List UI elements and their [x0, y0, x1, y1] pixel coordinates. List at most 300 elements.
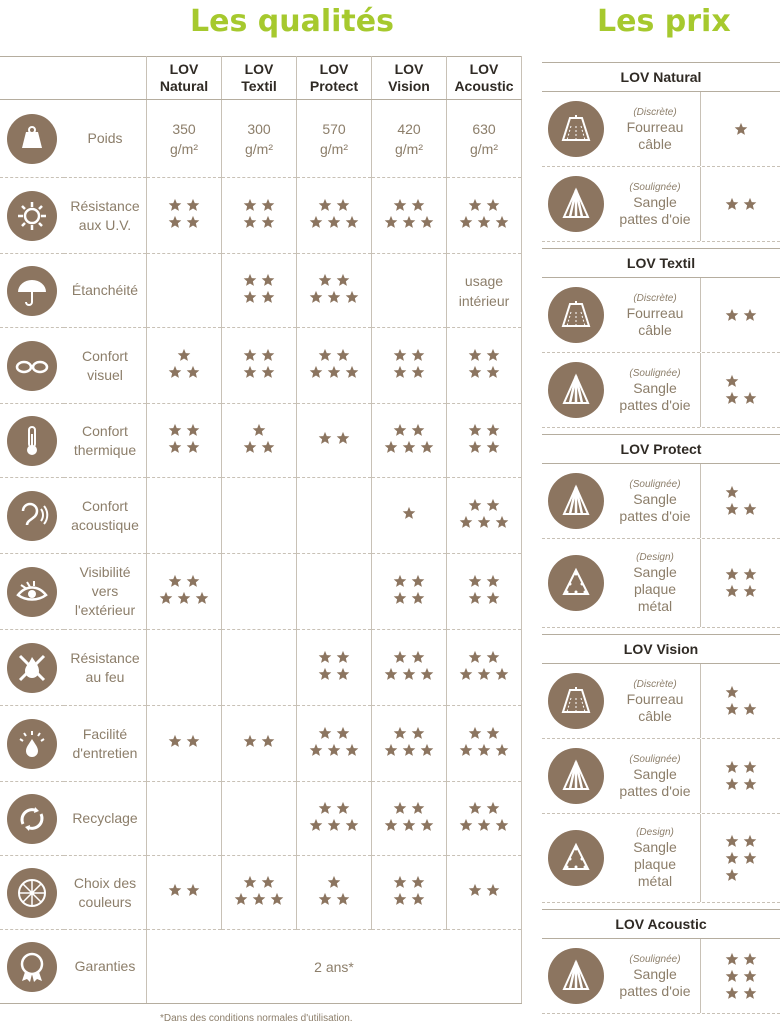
prix-text-line: Fourreau — [626, 690, 684, 707]
prix-description — [610, 464, 701, 538]
prix-item — [542, 167, 780, 242]
quality-cell — [222, 630, 297, 706]
star-icon — [402, 743, 416, 757]
quality-cell — [447, 782, 522, 856]
column-header-textil — [222, 57, 297, 100]
star-icon — [459, 215, 473, 229]
cell-value-line: g/m² — [320, 140, 348, 157]
quality-cell — [447, 856, 522, 930]
prix-text-line: câble — [638, 321, 672, 338]
award-icon — [7, 942, 57, 992]
strap-icon — [548, 176, 604, 232]
star-icon — [243, 273, 257, 287]
star-icon — [725, 952, 739, 966]
prix-text-line: métal — [637, 873, 673, 889]
star-rating — [241, 347, 277, 381]
star-icon — [384, 440, 398, 454]
prix-stars — [701, 759, 780, 793]
star-icon — [411, 348, 425, 362]
star-icon — [243, 365, 257, 379]
prix-item — [542, 739, 780, 814]
quality-cell — [222, 404, 297, 478]
quality-label-line: Garanties — [74, 958, 136, 974]
star-icon — [468, 650, 482, 664]
star-icon — [486, 801, 500, 815]
star-icon — [411, 591, 425, 605]
quality-label — [64, 100, 147, 178]
star-icon — [402, 667, 416, 681]
star-icon — [420, 667, 434, 681]
star-rating — [382, 422, 436, 456]
star-icon — [468, 198, 482, 212]
star-icon — [743, 391, 757, 405]
prix-kind: (Design) — [636, 552, 674, 563]
quality-label — [64, 856, 147, 930]
star-rating — [232, 874, 286, 908]
star-icon — [477, 818, 491, 832]
prix-stars — [701, 484, 780, 518]
star-icon — [420, 215, 434, 229]
star-icon — [327, 743, 341, 757]
star-icon — [393, 726, 407, 740]
quality-cell — [297, 554, 372, 630]
column-header-line2: Textil — [241, 78, 277, 94]
star-icon — [468, 883, 482, 897]
prix-item — [542, 814, 780, 903]
color-wheel-icon — [7, 868, 57, 918]
column-header-acoustic — [447, 57, 522, 100]
prix-icon-cell — [542, 555, 610, 611]
quality-cell — [147, 630, 222, 706]
star-icon — [186, 734, 200, 748]
quality-cell — [372, 856, 447, 930]
quality-label-line: Facilité — [82, 725, 128, 742]
quality-icon-cell — [0, 478, 64, 554]
prix-text-line: plaque — [633, 856, 677, 872]
star-icon — [318, 431, 332, 445]
star-icon — [168, 215, 182, 229]
quality-cell — [447, 100, 522, 178]
star-icon — [318, 273, 332, 287]
star-rating — [457, 800, 511, 834]
star-icon — [725, 502, 739, 516]
quality-label-line: Choix des — [73, 874, 137, 891]
quality-row — [0, 630, 522, 706]
star-icon — [411, 423, 425, 437]
star-rating — [307, 272, 361, 306]
star-icon — [743, 969, 757, 983]
star-icon — [743, 197, 757, 211]
prix-text-line: pattes d'oie — [619, 210, 691, 227]
umbrella-icon — [7, 266, 57, 316]
sleeve-cable-icon — [548, 101, 604, 157]
thermometer-icon — [7, 416, 57, 466]
prix-text-line: Fourreau — [626, 304, 684, 321]
star-icon — [270, 892, 284, 906]
quality-cell — [372, 100, 447, 178]
star-icon — [261, 734, 275, 748]
quality-icon-cell — [0, 254, 64, 328]
star-rating — [457, 197, 511, 231]
quality-cell — [297, 478, 372, 554]
quality-label-line: visuel — [87, 366, 123, 383]
star-icon — [393, 875, 407, 889]
quality-cell — [297, 100, 372, 178]
star-icon — [261, 215, 275, 229]
star-rating — [166, 347, 202, 381]
star-icon — [725, 777, 739, 791]
star-icon — [261, 365, 275, 379]
star-icon — [486, 883, 500, 897]
column-header-vision — [372, 57, 447, 100]
quality-label-line: Confort — [82, 422, 128, 439]
star-icon — [336, 273, 350, 287]
star-icon — [168, 423, 182, 437]
star-icon — [336, 431, 350, 445]
prix-kind: (Soulignée) — [629, 753, 681, 765]
star-icon — [486, 650, 500, 664]
prix-kind: (Discrète) — [633, 292, 677, 304]
quality-label-line: Poids — [87, 130, 123, 146]
quality-cell — [222, 328, 297, 404]
sleeve-cable-icon — [548, 673, 604, 729]
star-icon — [393, 801, 407, 815]
star-icon — [725, 868, 739, 882]
quality-label — [64, 782, 147, 856]
quality-label — [64, 706, 147, 782]
star-rating — [723, 307, 759, 324]
star-icon — [486, 365, 500, 379]
star-icon — [743, 308, 757, 322]
quality-cell — [222, 706, 297, 782]
quality-label — [64, 404, 147, 478]
prix-icon-cell — [542, 176, 610, 232]
star-icon — [468, 726, 482, 740]
star-icon — [468, 498, 482, 512]
prix-text-line: pattes d'oie — [619, 782, 691, 799]
star-icon — [468, 591, 482, 605]
star-icon — [261, 273, 275, 287]
star-rating — [166, 733, 202, 750]
column-header-line1: LOV — [244, 61, 274, 77]
prix-icon-cell — [542, 673, 610, 729]
prix-text-line: Fourreau — [626, 118, 684, 135]
star-rating — [391, 573, 427, 607]
quality-cell — [147, 404, 222, 478]
quality-label-line: Visibilité — [79, 564, 131, 580]
quality-cell — [447, 404, 522, 478]
star-rating — [307, 800, 361, 834]
column-header-line1: LOV — [394, 61, 424, 77]
metal-plate-icon — [548, 830, 604, 886]
prix-group-title: LOV Textil — [542, 248, 780, 278]
quality-cell — [222, 178, 297, 254]
quality-label — [64, 630, 147, 706]
star-icon — [486, 423, 500, 437]
star-icon — [743, 567, 757, 581]
star-icon — [261, 875, 275, 889]
prix-icon-cell — [542, 830, 610, 886]
prix-stars — [701, 307, 780, 324]
star-icon — [743, 986, 757, 1000]
star-icon — [177, 348, 191, 362]
star-icon — [459, 818, 473, 832]
prix-item — [542, 464, 780, 539]
star-icon — [495, 667, 509, 681]
quality-row — [0, 404, 522, 478]
star-rating — [457, 649, 511, 683]
star-icon — [168, 574, 182, 588]
prix-kind: (Soulignée) — [629, 181, 681, 193]
quality-cell — [372, 404, 447, 478]
prix-text-line: Sangle — [633, 564, 677, 580]
prix-group-title: LOV Vision — [542, 634, 780, 664]
star-icon — [411, 650, 425, 664]
star-rating — [157, 573, 211, 607]
star-rating — [382, 725, 436, 759]
star-rating — [723, 759, 759, 793]
star-icon — [477, 743, 491, 757]
cell-value-line: g/m² — [470, 140, 498, 157]
star-icon — [159, 591, 173, 605]
quality-row — [0, 856, 522, 930]
prix-stars — [701, 196, 780, 213]
quality-label-line: d'entretien — [72, 744, 138, 761]
quality-cell — [222, 782, 297, 856]
star-icon — [495, 743, 509, 757]
star-icon — [384, 818, 398, 832]
star-icon — [309, 818, 323, 832]
header-blank — [0, 57, 64, 100]
quality-cell — [222, 254, 297, 328]
quality-cell — [372, 554, 447, 630]
quality-label-line: aux U.V. — [78, 216, 132, 233]
prix-description — [610, 353, 701, 427]
star-icon — [420, 440, 434, 454]
drop-icon — [7, 719, 57, 769]
prix-text-line: Sangle — [633, 490, 677, 507]
column-header-line2: Acoustic — [454, 78, 514, 94]
column-header-line2: Vision — [388, 78, 430, 94]
cell-value-line: g/m² — [170, 140, 198, 157]
star-icon — [261, 198, 275, 212]
star-icon — [725, 702, 739, 716]
quality-cell — [147, 554, 222, 630]
star-icon — [459, 667, 473, 681]
quality-label — [64, 254, 147, 328]
prix-kind: (Discrète) — [633, 106, 677, 118]
star-icon — [402, 440, 416, 454]
quality-label-line: Confort — [82, 497, 128, 514]
quality-label — [64, 478, 147, 554]
star-icon — [393, 650, 407, 664]
star-icon — [336, 198, 350, 212]
star-icon — [420, 743, 434, 757]
quality-label-line: au feu — [85, 668, 125, 685]
quality-icon-cell — [0, 930, 64, 1004]
cell-value-line: 630 — [472, 120, 496, 137]
prix-text-line: Sangle — [633, 765, 677, 782]
star-rating — [457, 497, 511, 531]
no-fire-icon — [7, 643, 57, 693]
star-icon — [345, 215, 359, 229]
star-icon — [345, 365, 359, 379]
header-blank-label — [64, 57, 147, 100]
quality-icon-cell — [0, 178, 64, 254]
quality-icon-cell — [0, 554, 64, 630]
prix-description — [610, 539, 701, 627]
guarantee-value: 2 ans* — [147, 930, 522, 1004]
star-icon — [393, 574, 407, 588]
prix-text-line: pattes d'oie — [619, 507, 691, 524]
quality-label-line: couleurs — [78, 893, 132, 910]
star-rating — [316, 430, 352, 447]
prix-kind: (Soulignée) — [629, 953, 681, 965]
quality-row — [0, 100, 522, 178]
star-rating — [466, 347, 502, 381]
prix-kind: (Soulignée) — [629, 478, 681, 490]
star-icon — [345, 818, 359, 832]
quality-label-line: vers — [91, 583, 119, 599]
star-icon — [468, 365, 482, 379]
star-icon — [486, 348, 500, 362]
prix-group-title: LOV Acoustic — [542, 909, 780, 939]
star-rating — [457, 725, 511, 759]
quality-cell — [222, 478, 297, 554]
star-icon — [743, 502, 757, 516]
prix-icon-cell — [542, 748, 610, 804]
quality-cell — [447, 178, 522, 254]
star-icon — [734, 122, 748, 136]
star-rating — [382, 197, 436, 231]
prix-item — [542, 353, 780, 428]
star-icon — [336, 667, 350, 681]
star-icon — [234, 892, 248, 906]
star-rating — [723, 833, 759, 884]
star-icon — [468, 574, 482, 588]
quality-cell — [297, 782, 372, 856]
star-icon — [336, 348, 350, 362]
eye-icon — [7, 567, 57, 617]
quality-label-line: Étanchéité — [71, 282, 139, 298]
star-icon — [168, 440, 182, 454]
star-icon — [725, 834, 739, 848]
star-icon — [318, 348, 332, 362]
star-rating — [241, 272, 277, 306]
glasses-icon — [7, 341, 57, 391]
star-icon — [186, 883, 200, 897]
column-header-protect — [297, 57, 372, 100]
cell-value-line: 300 — [247, 120, 271, 137]
prix-table — [542, 56, 780, 1014]
star-icon — [725, 197, 739, 211]
star-icon — [393, 892, 407, 906]
star-icon — [411, 892, 425, 906]
star-icon — [743, 952, 757, 966]
star-icon — [486, 574, 500, 588]
quality-icon-cell — [0, 782, 64, 856]
star-icon — [393, 198, 407, 212]
prix-item — [542, 539, 780, 628]
star-icon — [411, 726, 425, 740]
prix-icon-cell — [542, 948, 610, 1004]
prix-icon-cell — [542, 473, 610, 529]
star-icon — [327, 875, 341, 889]
prix-icon-cell — [542, 287, 610, 343]
cell-value-line: g/m² — [245, 140, 273, 157]
star-icon — [345, 290, 359, 304]
prix-item — [542, 278, 780, 353]
uv-sun-icon — [7, 191, 57, 241]
prix-text-line: pattes d'oie — [619, 982, 691, 999]
star-icon — [186, 365, 200, 379]
star-icon — [468, 423, 482, 437]
star-rating — [723, 373, 759, 407]
star-icon — [261, 348, 275, 362]
star-icon — [168, 734, 182, 748]
star-icon — [168, 883, 182, 897]
star-icon — [393, 365, 407, 379]
star-icon — [261, 290, 275, 304]
prix-text-line: Sangle — [633, 379, 677, 396]
star-icon — [336, 650, 350, 664]
ear-icon — [7, 491, 57, 541]
quality-icon-cell — [0, 100, 64, 178]
star-icon — [243, 290, 257, 304]
star-icon — [336, 801, 350, 815]
star-icon — [252, 892, 266, 906]
quality-cell — [297, 404, 372, 478]
star-rating — [400, 505, 418, 522]
star-icon — [318, 801, 332, 815]
star-icon — [243, 875, 257, 889]
quality-cell — [147, 856, 222, 930]
star-icon — [393, 423, 407, 437]
quality-label — [64, 554, 147, 630]
quality-cell — [372, 782, 447, 856]
cell-value-line: 350 — [172, 120, 196, 137]
star-icon — [477, 215, 491, 229]
prix-kind: (Discrète) — [633, 678, 677, 690]
quality-cell — [222, 856, 297, 930]
prix-stars — [701, 684, 780, 718]
star-icon — [486, 726, 500, 740]
quality-cell — [372, 478, 447, 554]
star-rating — [466, 882, 502, 899]
quality-cell — [147, 100, 222, 178]
star-rating — [723, 484, 759, 518]
quality-cell — [297, 178, 372, 254]
star-icon — [468, 440, 482, 454]
star-icon — [243, 440, 257, 454]
quality-cell — [372, 630, 447, 706]
prix-kind: (Soulignée) — [629, 367, 681, 379]
star-icon — [402, 506, 416, 520]
quality-label-line: Recyclage — [72, 810, 138, 826]
prix-group-title: LOV Natural — [542, 62, 780, 92]
quality-row — [0, 782, 522, 856]
star-rating — [307, 347, 361, 381]
star-icon — [743, 834, 757, 848]
prix-stars — [701, 373, 780, 407]
star-icon — [486, 198, 500, 212]
quality-cell — [297, 630, 372, 706]
quality-row — [0, 930, 522, 1004]
prix-stars — [701, 566, 780, 600]
star-rating — [723, 566, 759, 600]
star-icon — [743, 777, 757, 791]
prix-item — [542, 664, 780, 739]
